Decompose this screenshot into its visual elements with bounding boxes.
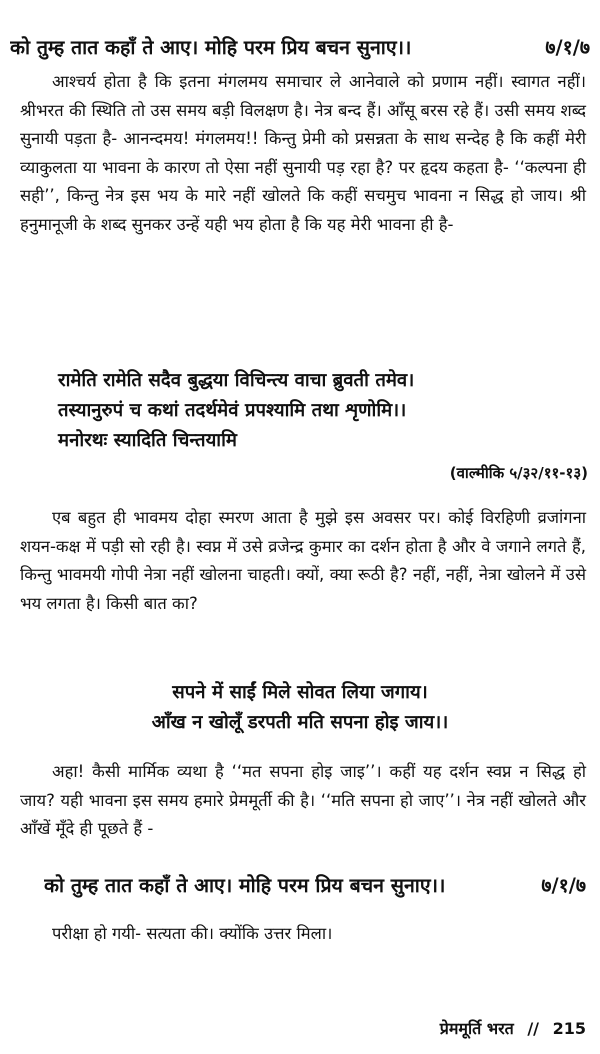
chaupai-reference: ७/१/७ xyxy=(545,36,590,59)
verse-line: मनोरथः स्यादिति चिन्तयामि xyxy=(58,430,237,451)
paragraph-1: आश्चर्य होता है कि इतना मंगलमय समाचार ले आनेवाले को प्रणाम नहीं। स्वागत नहीं। श्रीभरत की स्थिति तो उस समय बड़ी विलक्षण है। नेत्र बन्द हैं। आँसू बरस रहे हैं। उसी समय शब्द सुनायी पड़ता है- आनन्दमय! मंगलमय!! किन्तु प्रेमी को प्रसन्नता के साथ सन्देह है कि कहीं मेरी व्याकुलता या भावना के कारण तो ऐसा नहीं सुनायी पड़ रहा है? पर हृदय कहता है- ‘‘कल्पना ही सही’’, किन्तु नेत्र इस भय के मारे नहीं खोलते कि कहीं सचमुच भावना न सिद्ध हो जाय। श्री हनुमानूजी के शब्द सुनकर उन्हें यही भय होता है कि यह मेरी भावना ही है- xyxy=(20,72,586,234)
paragraph-2: एब बहुत ही भावमय दोहा स्मरण आता है मुझे इस अवसर पर। कोई विरहिणी व्रजांगना शयन-कक्ष में पड़ी सो रही है। स्वप्न में उसे व्रजेन्द्र कुमार का दर्शन होता है और वे जगाने लगते हैं, किन्तु भावमयी गोपी नेत्रा नहीं खोलना चाहती। क्यों, क्या रूठी है? नहीं, नहीं, नेत्रा खोलने में उसे भय लगता है। किसी बात का? xyxy=(20,508,586,613)
doha-line: सपने में साईं मिले सोवत लिया जगाय। xyxy=(172,682,428,703)
book-title: प्रेममूर्ति भरत xyxy=(439,1019,514,1038)
chaupai-text: को तुम्ह तात कहाँ ते आए। मोहि परम प्रिय बचन सुनाए।। xyxy=(10,36,412,59)
verse-line: रामेति रामेति सदैव बुद्धया विचिन्त्य वाचा ब्रुवती तमेव। xyxy=(58,370,415,391)
chaupai-heading-bottom xyxy=(44,872,586,900)
doha-verse xyxy=(0,678,600,738)
sanskrit-verse xyxy=(58,366,590,456)
verse-citation: (वाल्मीकि ५/३२/११-१३) xyxy=(449,464,588,482)
chaupai-text: को तुम्ह तात कहाँ ते आए। मोहि परम प्रिय बचन सुनाए।। xyxy=(44,874,446,897)
page-number: 215 xyxy=(552,1019,586,1038)
verse-line: तस्यानुरुपं च कथां तदर्थमेवं प्रपश्यामि तथा शृणोमि।। xyxy=(58,400,407,421)
page-footer xyxy=(432,1018,586,1040)
doha-line: आँख न खोलूँ डरपती मति सपना होइ जाय।। xyxy=(151,712,449,733)
paragraph-3: अहा! कैसी मार्मिक व्यथा है ‘‘मत सपना होइ जाइ’’। कहीं यह दर्शन स्वप्न न सिद्ध हो जाय? यही भावना इस समय हमारे प्रेममूर्ती की है। ‘‘मति सपना हो जाए’’। नेत्र नहीं खोलते और आँखें मूँदे ही पूछते हैं - xyxy=(20,762,586,838)
chaupai-reference: ७/१/७ xyxy=(541,874,586,897)
footer-separator: // xyxy=(527,1019,540,1038)
paragraph-4: परीक्षा हो गयी- सत्यता की। क्योंकि उत्तर मिला। xyxy=(52,924,333,943)
chaupai-heading-top xyxy=(10,34,590,62)
